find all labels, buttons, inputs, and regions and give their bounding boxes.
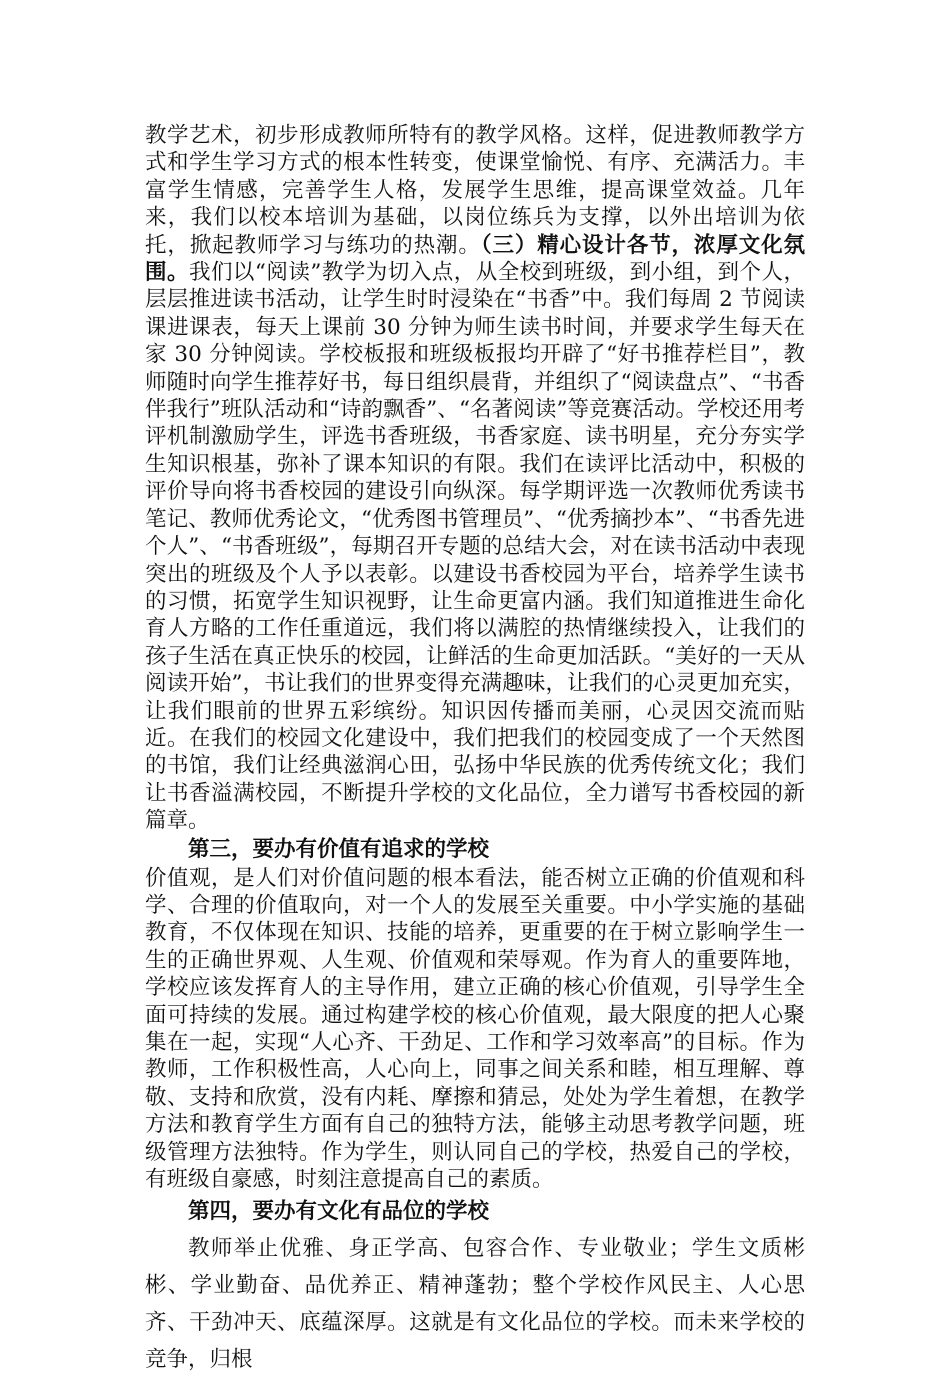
paragraph-text: 我们以“阅读”教学为切入点，从全校到班级，到小组，到个人，层层推进读书活动，让学生时时浸染在“书香”中。我们每周 2 节阅读课进课表，每天上课前 30 分钟为师生读书时间，并要求学生每天在家 30 分钟阅读。学校板报和班级板报均开辟了“好书推荐栏目”，教师随时向学生推荐好书，每日组织晨背，并组织了“阅读盘点”、“书香伴我行”班队活动和“诗韵飘香”、“名著阅读”等竞赛活动。学校还用考评机制激励学生，评选书香班级，书香家庭、读书明星，充分夯实学生知识根基，弥补了课本知识的有限。我们在读评比活动中，积极的评价导向将书香校园的建设引向纵深。每学期评选一次教师优秀读书笔记、教师优秀论文，“优秀图书管理员”、“优秀摘抄本”、“书香先进个人”、“书香班级”，每期召开专题的总结大会，对在读书活动中表现突出的班级及个人予以表彰。以建设书香校园为平台，培养学生读书的习惯，拓宽学生知识视野，让生命更富内涵。我们知道推进生命化育人方略的工作任重道远，我们将以满腔的热情继续投入，让我们的孩子生活在真正快乐的校园，让鲜活的生命更加活跃。“美好的一天从阅读开始”，书让我们的世界变得充满趣味，让我们的心灵更加充实，让我们眼前的世界五彩缤纷。知识因传播而美丽，心灵因交流而贴近。在我们的校园文化建设中，我们把我们的校园变成了一个天然图的书馆，我们让经典滋润心田，弘扬中华民族的优秀传统文化；我们让书香溢满校园，不断提升学校的文化品位，全力谱写书香校园的新篇章。 xyxy=(145,260,805,834)
section-heading-four: 第四，要办有文化有品位的学校 xyxy=(188,1199,490,1225)
paragraph-culture-taste: 教师举止优雅、身正学高、包容合作、专业敬业；学生文质彬彬、学业勤奋、品优养正、精神蓬勃；整个学校作风民主、人心思齐、干劲冲天、底蕴深厚。这就是有文化品位的学校。而未来学校的竞争，归根 xyxy=(145,1236,805,1373)
paragraph-values: 价值观，是人们对价值问题的根本看法，能否树立正确的价值观和科学、合理的价值取向，对一个人的发展至关重要。中小学实施的基础教育，不仅体现在知识、技能的培养，更重要的在于树立影响学生一生的正确世界观、人生观、价值观和荣辱观。作为育人的重要阵地，学校应该发挥育人的主导作用，建立正确的核心价值观，引导学生全面可持续的发展。通过构建学校的核心价值观，最大限度的把人心聚集在一起，实现“人心齐、干劲足、工作和学习效率高”的目标。作为教师，工作积极性高，人心向上，同事之间关系和睦，相互理解、尊敬、支持和欣赏，没有内耗、摩擦和猜忌，处处为学生着想，在教学方法和教育学生方面有自己的独特方法，能够主动思考教学问题，班级管理方法独特。作为学生，则认同自己的学校，热爱自己的学校，有班级自豪感，时刻注意提高自己的素质。 xyxy=(145,865,805,1193)
paragraph-text: 教学艺术，初步形成教师所特有的教学风格。这样，促进教师教学方式和学生学习方式的根本性转变，使课堂愉悦、有序、充满活力。丰富学生情感，完善学生人格，发展学生思维，提高课堂效益。几年来，我们以校本培训为基础，以岗位练兵为支撑，以外出培训为依托，掀起教师学习与练功的热潮。 xyxy=(145,123,805,258)
section-heading-three: 第三，要办有价值有追求的学校 xyxy=(188,836,490,862)
section-subheading-inline: （三）精心设计各节，浓厚文化氛围。 xyxy=(145,232,805,286)
paragraph-reading-culture xyxy=(145,122,805,835)
document-body xyxy=(145,122,805,1378)
